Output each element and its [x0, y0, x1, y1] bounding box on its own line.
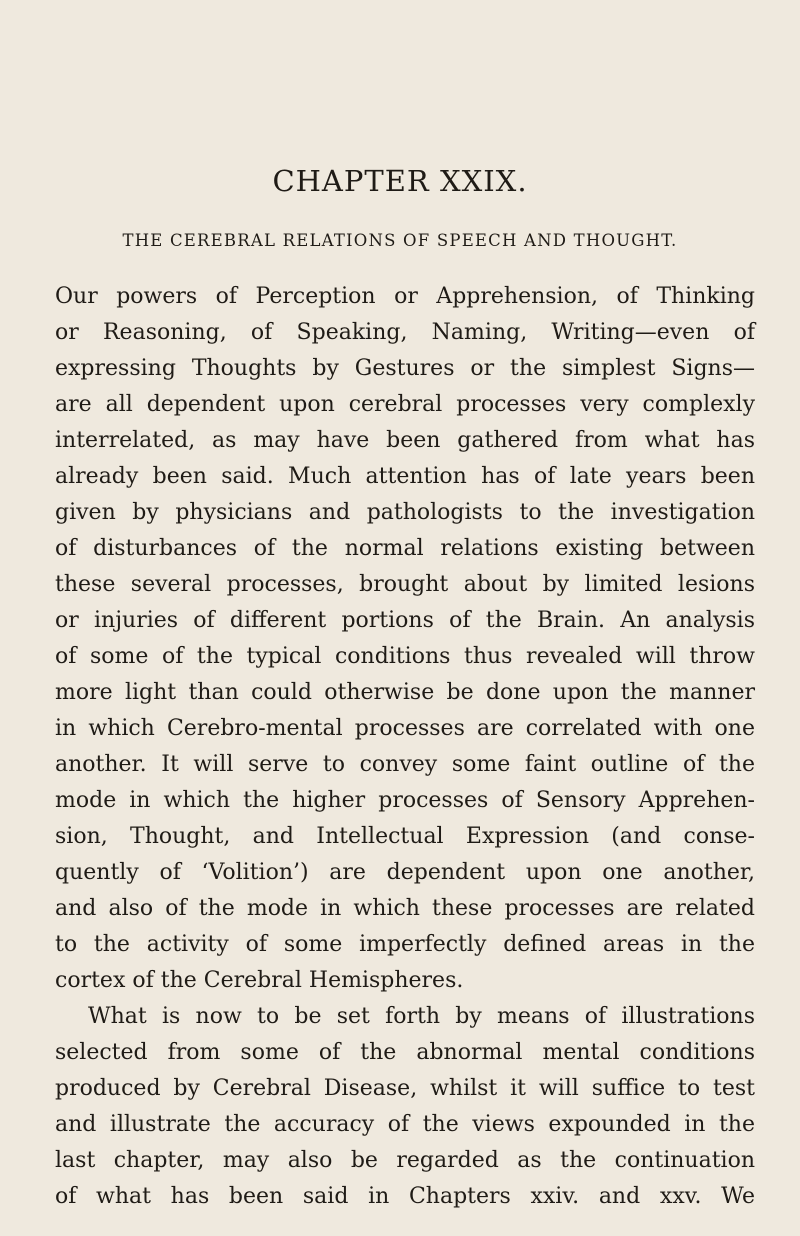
text-line: given by physicians and pathologists to the investigation — [55, 500, 755, 525]
text-line: already been said. Much attention has of late years been — [55, 464, 755, 489]
text-line: expressing Thoughts by Gestures or the simplest Signs— — [55, 356, 755, 381]
text-line: of disturbances of the normal relations existing between — [55, 536, 755, 561]
text-line: produced by Cerebral Disease, whilst it will suffice to test — [55, 1076, 755, 1101]
text-line: quently of ‘Volition’) are dependent upon one another, — [55, 860, 755, 885]
body-text — [55, 279, 755, 1215]
text-line: sion, Thought, and Intellectual Expression (and conse- — [55, 824, 755, 849]
text-line: another. It will serve to convey some faint outline of the — [55, 752, 755, 777]
text-line: more light than could otherwise be done upon the manner — [55, 680, 755, 705]
section-heading: THE CEREBRAL RELATIONS OF SPEECH AND THOUGHT. — [122, 231, 678, 250]
chapter-heading: CHAPTER XXIX. — [272, 164, 528, 198]
text-line: cortex of the Cerebral Hemispheres. — [55, 968, 464, 993]
text-line: interrelated, as may have been gathered from what has — [55, 428, 755, 453]
text-line: What is now to be set forth by means of illustrations — [88, 1004, 755, 1029]
text-line: Our powers of Perception or Apprehension, of Thinking — [55, 284, 755, 309]
text-line: and also of the mode in which these processes are related — [55, 896, 755, 921]
text-line: last chapter, may also be regarded as the continuation — [55, 1148, 755, 1173]
text-line: are all dependent upon cerebral processes very complexly — [55, 392, 755, 417]
text-line: in which Cerebro-mental processes are correlated with one — [55, 716, 755, 741]
text-line: to the activity of some imperfectly defined areas in the — [55, 932, 755, 957]
text-line: mode in which the higher processes of Sensory Apprehen- — [55, 788, 755, 813]
text-line: or injuries of different portions of the Brain. An analysis — [55, 608, 755, 633]
text-line: these several processes, brought about by limited lesions — [55, 572, 755, 597]
text-line: of some of the typical conditions thus revealed will throw — [55, 644, 755, 669]
text-line: or Reasoning, of Speaking, Naming, Writing—even of — [55, 320, 755, 345]
text-line: of what has been said in Chapters xxiv. and xxv. We — [55, 1184, 755, 1209]
text-line: and illustrate the accuracy of the views expounded in the — [55, 1112, 755, 1137]
text-line: selected from some of the abnormal mental conditions — [55, 1040, 755, 1065]
